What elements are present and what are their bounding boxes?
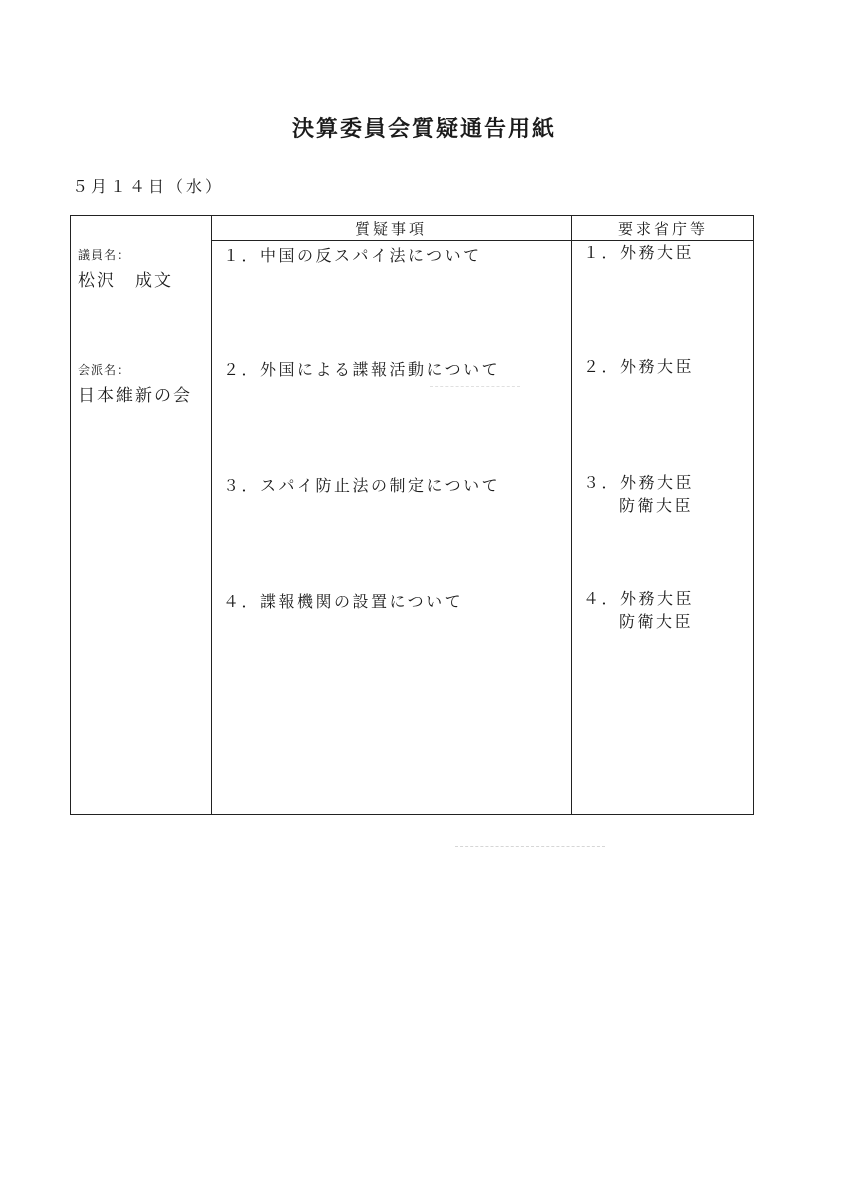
ministry-line: ４．外務大臣 [583,589,695,608]
ministry-line: 防衛大臣 [619,496,694,515]
member-name: 松沢 成文 [78,271,173,291]
question-item-1: １．中国の反スパイ法について [223,246,482,265]
ministry-line: １．外務大臣 [583,243,695,262]
question-item-2: ２．外国による諜報活動について [223,360,501,379]
scan-artifact [430,386,520,389]
ministry-line: ３．外務大臣 [583,473,695,492]
scan-artifact [455,846,605,850]
header-questions: 質疑事項 [354,220,427,238]
ministry-item-1 [583,241,694,264]
party-label: 会派名： [78,363,131,377]
ministry-item-2 [583,355,694,378]
document-date: ５月１４日（水） [72,177,225,196]
ministry-line: 防衛大臣 [619,612,694,631]
member-label: 議員名： [78,248,131,262]
notice-table [70,215,754,815]
column-divider-left [211,216,212,814]
column-divider-right [571,216,572,814]
document-title: 決算委員会質疑通告用紙 [291,117,556,142]
question-item-4: ４．諜報機関の設置について [223,592,464,611]
ministry-item-3 [583,471,694,517]
question-item-3: ３．スパイ防止法の制定について [223,476,501,495]
header-ministries: 要求省庁等 [617,220,708,238]
party-name: 日本維新の会 [78,386,192,406]
ministry-line: ２．外務大臣 [583,357,695,376]
ministry-item-4 [583,587,694,633]
